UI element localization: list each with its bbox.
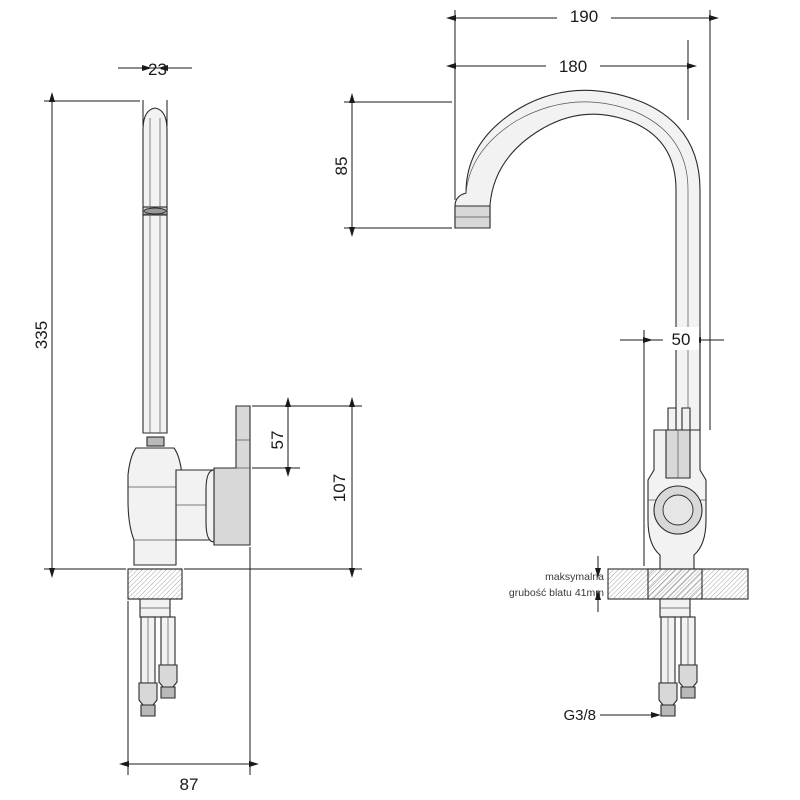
- front-view-geometry: [128, 108, 250, 716]
- dim-335-label: 335: [32, 320, 51, 350]
- dim-190-label: 190: [569, 7, 599, 26]
- dim-57-label: 57: [268, 430, 287, 450]
- side-view-geometry: [455, 90, 748, 716]
- worktop-note-line1: maksymalna: [545, 571, 604, 583]
- dim-50-label: 50: [671, 330, 691, 349]
- dim-85-label: 85: [332, 156, 351, 176]
- front-view-dimensions: [32, 60, 362, 794]
- dim-180-label: 180: [558, 57, 588, 76]
- dim-107-label: 107: [330, 473, 349, 503]
- worktop-note-line2: grubość blatu 41mm: [508, 587, 604, 599]
- thread-size-label: G3/8: [563, 707, 596, 724]
- dim-23-label: 23: [148, 60, 167, 79]
- dim-87-label: 87: [179, 775, 199, 794]
